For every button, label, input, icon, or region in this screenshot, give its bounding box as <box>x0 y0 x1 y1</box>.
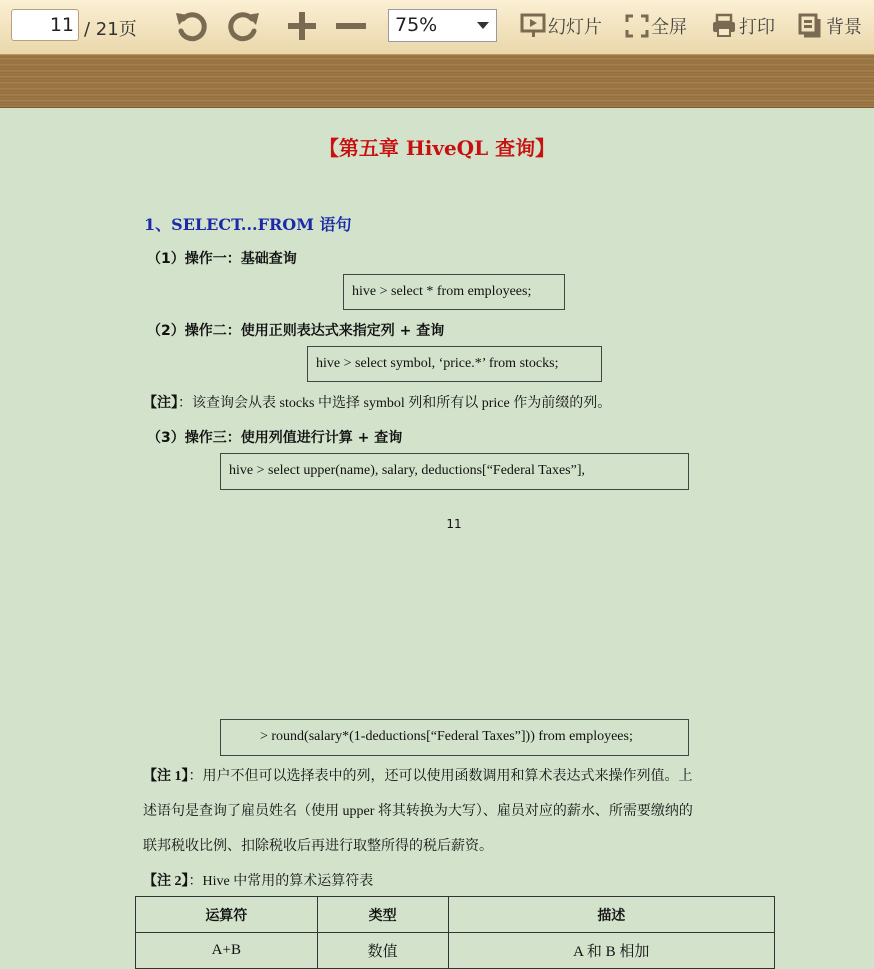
zoom-out-icon[interactable] <box>332 7 370 45</box>
background-icon <box>798 13 824 39</box>
zoom-value: 75% <box>395 14 438 36</box>
note-2-paragraph <box>143 870 373 890</box>
note-1-line-3: 联邦税收比例、扣除税收后再进行取整所得的税后薪资。 <box>143 839 493 854</box>
zoom-in-icon[interactable] <box>283 7 321 45</box>
zoom-select[interactable] <box>388 9 497 42</box>
fullscreen-label: 全屏 <box>651 17 687 38</box>
note-2-text: ：Hive 中常用的算术运算符表 <box>188 874 374 889</box>
page-total-label: / 21页 <box>84 19 137 40</box>
note-1-line-1 <box>143 765 693 785</box>
operation-3-heading: （3）操作三：使用列值进行计算 + 查询 <box>147 430 403 446</box>
background-label: 背景 <box>826 17 862 38</box>
table-header-cell: 运算符 <box>136 897 318 933</box>
wood-header-strip <box>0 55 874 108</box>
page-number: 11 <box>446 517 462 531</box>
background-button[interactable] <box>798 11 862 41</box>
table-cell: 数值 <box>317 933 448 969</box>
document-page <box>0 108 874 969</box>
note-1-label: 【注 1】 <box>143 769 189 784</box>
code-block-3b: > round(salary*(1-deductions[“Federal Taxes”])) from employees; <box>220 719 689 756</box>
note-text: ：该查询会从表 stocks 中选择 symbol 列和所有以 price 作为前缀的列。 <box>178 396 612 411</box>
note-1-text: ：用户不但可以选择表中的列，还可以使用函数调用和算术表达式来操作列值。上 <box>188 769 693 784</box>
table-cell: A 和 B 相加 <box>448 933 774 969</box>
section-title: 1、SELECT...FROM 语句 <box>144 215 352 234</box>
note-2-label: 【注 2】 <box>143 874 189 889</box>
code-block-3a: hive > select upper(name), salary, deductions[“Federal Taxes”], <box>220 453 689 490</box>
operators-table <box>135 896 775 969</box>
fullscreen-button[interactable] <box>625 11 687 41</box>
table-cell: A+B <box>136 933 318 969</box>
operation-1-heading: （1）操作一：基础查询 <box>147 251 297 267</box>
table-header-row <box>136 897 775 933</box>
note-paragraph <box>143 392 611 412</box>
note-1-line-2: 述语句是查询了雇员姓名（使用 upper 将其转换为大写）、雇员对应的薪水、所需要缴纳的 <box>143 804 693 819</box>
note-label: 【注】 <box>143 396 178 411</box>
slideshow-label: 幻灯片 <box>548 17 602 38</box>
table-row <box>136 933 775 969</box>
toolbar <box>0 0 874 55</box>
table-header-cell: 类型 <box>317 897 448 933</box>
print-label: 打印 <box>739 17 775 38</box>
page-number-input[interactable]: 11 <box>11 9 79 41</box>
fullscreen-icon <box>625 14 649 38</box>
slideshow-icon <box>520 13 546 39</box>
operation-2-heading: （2）操作二：使用正则表达式来指定列 + 查询 <box>147 323 445 339</box>
slideshow-button[interactable] <box>520 11 602 41</box>
printer-icon <box>711 13 737 39</box>
rotate-right-icon[interactable] <box>224 7 262 45</box>
print-button[interactable] <box>711 11 775 41</box>
rotate-left-icon[interactable] <box>173 7 211 45</box>
table-header-cell: 描述 <box>448 897 774 933</box>
chevron-down-icon <box>477 22 489 29</box>
code-block-2: hive > select symbol, ‘price.*’ from stocks; <box>307 346 602 382</box>
chapter-title: 【第五章 HiveQL 查询】 <box>318 136 556 160</box>
code-block-1: hive > select * from employees; <box>343 274 565 310</box>
